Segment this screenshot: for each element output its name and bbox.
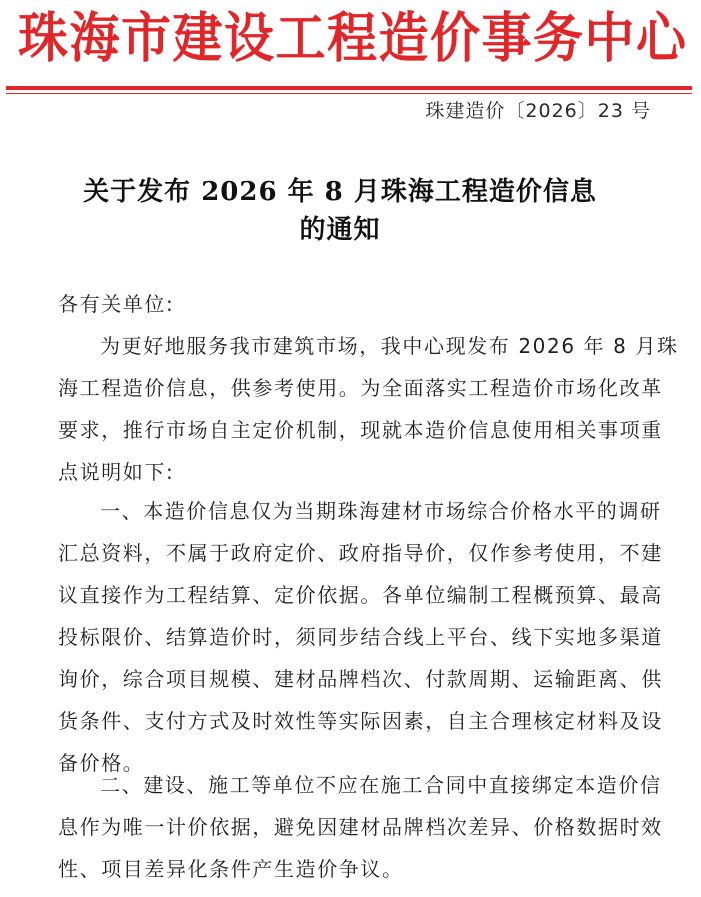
body-paragraph (58, 497, 663, 791)
letterhead-char: 务 (533, 5, 582, 70)
paragraph-line: 为更好地服务我市建筑市场，我中心现发布 2026 年 8 月珠 (100, 334, 679, 358)
paragraph-line: 询价，综合项目规模、建材品牌档次、付款周期、运输距离、供 (58, 667, 663, 691)
paragraph-line: 议直接作为工程结算、定价依据。各单位编制工程概预算、最高 (58, 583, 663, 607)
paragraph-line: 一、本造价信息仅为当期珠海建材市场综合价格水平的调研 (100, 499, 662, 523)
body-paragraph (58, 771, 663, 897)
paragraph-line: 汇总资料，不属于政府定价、政府指导价，仅作参考使用，不建 (58, 541, 663, 565)
letterhead-divider-thick (6, 86, 692, 90)
letterhead-divider-thin (6, 93, 692, 94)
letterhead-char: 事 (481, 5, 531, 70)
paragraph-line: 点说明如下: (58, 460, 175, 484)
notice-title-line-2: 的通知 (299, 215, 381, 245)
paragraph-line: 要求，推行市场自主定价机制，现就本造价信息使用相关事项重 (58, 418, 663, 442)
paragraph-line: 货条件、支付方式及时效性等实际因素，自主合理核定材料及设 (58, 709, 663, 733)
letterhead-char: 珠 (18, 5, 67, 70)
paragraph-line: 息作为唯一计价依据，避免因建材品牌档次差异、价格数据时效 (58, 815, 663, 839)
salutation: 各有关单位: (58, 292, 175, 316)
paragraph-line: 投标限价、结算造价时，须同步结合线上平台、线下实地多渠道 (58, 625, 663, 649)
notice-title-line-1: 关于发布 2026 年 8 月珠海工程造价信息 (83, 177, 597, 207)
letterhead-char: 价 (430, 5, 479, 70)
letterhead-org-name (18, 0, 684, 77)
letterhead-char: 海 (69, 5, 119, 70)
paragraph-line: 备价格。 (58, 751, 145, 775)
letterhead-char: 市 (121, 5, 170, 70)
letterhead-char: 建 (172, 5, 222, 70)
paragraph-line: 二、建设、施工等单位不应在施工合同中直接绑定本造价信 (100, 773, 662, 797)
letterhead-char: 造 (378, 5, 428, 70)
paragraph-line: 性、项目差异化条件产生造价争议。 (58, 857, 404, 881)
paragraph-line: 海工程造价信息，供参考使用。为全面落实工程造价市场化改革 (58, 376, 663, 400)
letterhead-char: 程 (327, 5, 376, 70)
document-number: 珠建造价〔2026〕23 号 (425, 100, 651, 122)
letterhead-char: 中 (584, 5, 634, 70)
letterhead-char: 工 (275, 5, 325, 70)
letterhead-char: 心 (636, 5, 685, 70)
letterhead-char: 设 (224, 5, 273, 70)
body-paragraph (58, 332, 679, 500)
